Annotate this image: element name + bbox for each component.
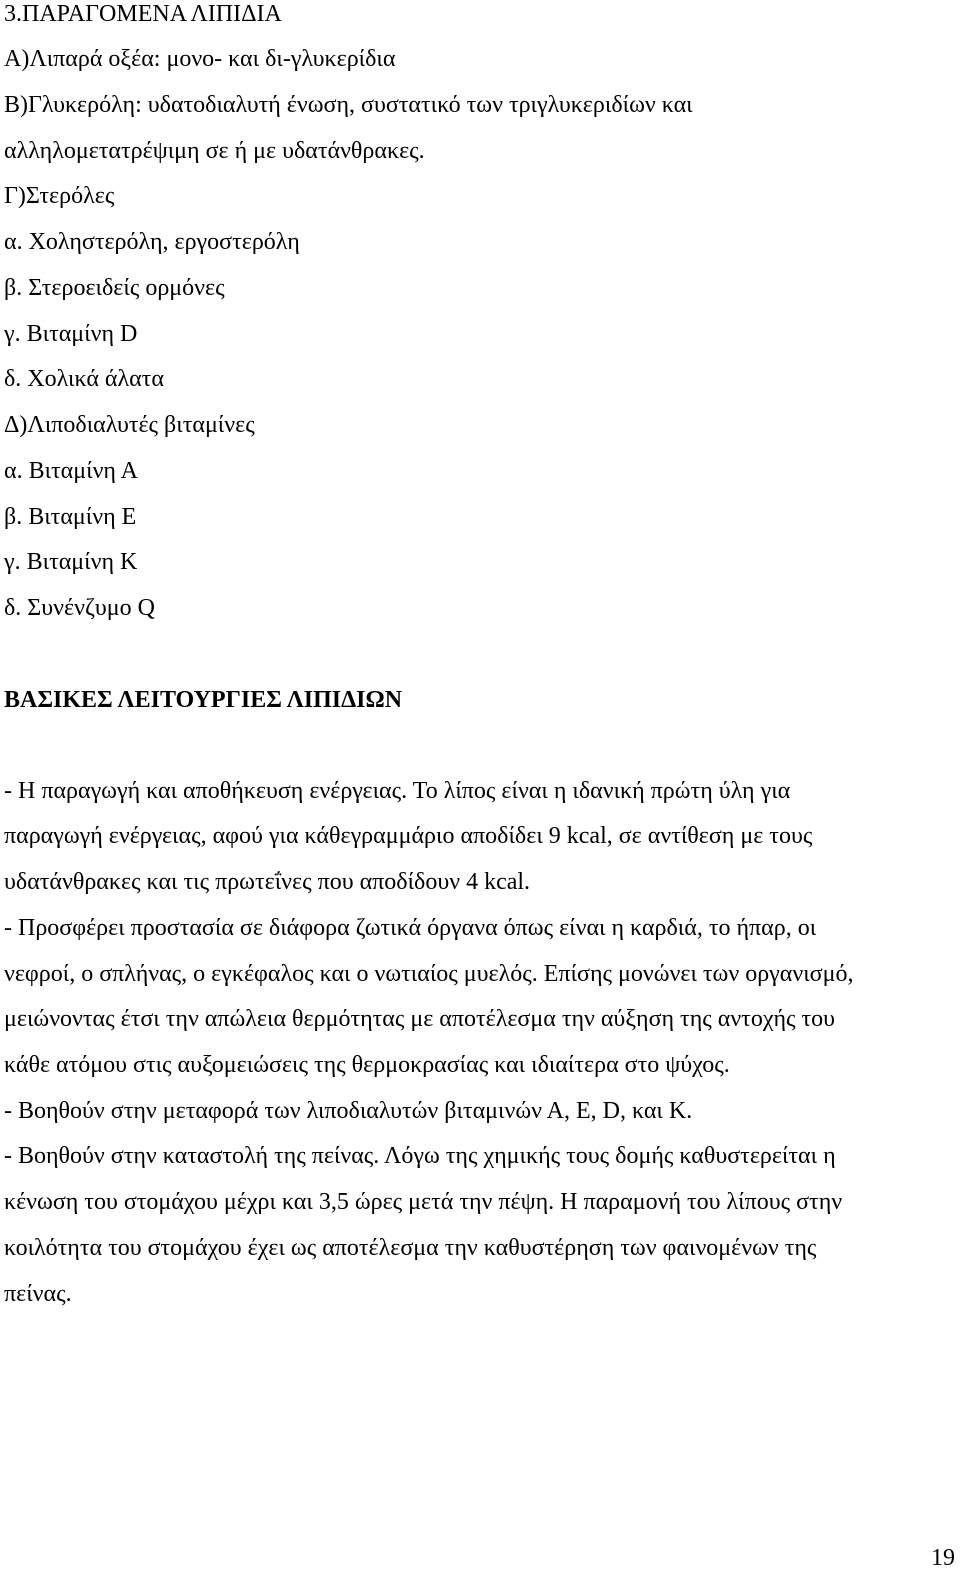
list-item-glycerol-continued: αλληλομετατρέψιμη σε ή με υδατάνθρακες. xyxy=(4,138,425,164)
list-item-fat-soluble-vitamins: Δ)Λιποδιαλυτές βιταμίνες xyxy=(4,412,255,438)
list-subitem-vitamin-d: γ. Βιταμίνη D xyxy=(4,321,138,347)
list-item-glycerol: Β)Γλυκερόλη: υδατοδιαλυτή ένωση, συστατικό των τριγλυκεριδίων και xyxy=(4,92,693,118)
list-subitem-vitamin-k: γ. Βιταμίνη Κ xyxy=(4,549,138,575)
page-number: 19 xyxy=(931,1545,955,1571)
list-subitem-bile-salts: δ. Χολικά άλατα xyxy=(4,366,164,392)
list-subitem-cholesterol: α. Χοληστερόλη, εργοστερόλη xyxy=(4,229,300,255)
paragraph-line: - Βοηθούν στην μεταφορά των λιποδιαλυτών βιταμινών Α, Ε, D, και Κ. xyxy=(4,1098,693,1124)
paragraph-line: - Η παραγωγή και αποθήκευση ενέργειας. Το λίπος είναι η ιδανική πρώτη ύλη για xyxy=(4,778,791,804)
list-subitem-coenzyme-q: δ. Συνένζυμο Q xyxy=(4,595,155,621)
list-subitem-vitamin-e: β. Βιταμίνη Ε xyxy=(4,504,137,530)
list-item-sterols: Γ)Στερόλες xyxy=(4,183,115,209)
paragraph-line: - Βοηθούν στην καταστολή της πείνας. Λόγω της χημικής τους δομής καθυστερείται η xyxy=(4,1143,836,1169)
list-item-fatty-acids: Α)Λιπαρά οξέα: μονο- και δι-γλυκερίδια xyxy=(4,46,396,72)
paragraph-line: κένωση του στομάχου μέχρι και 3,5 ώρες μετά την πέψη. Η παραμονή του λίπους στην xyxy=(4,1189,843,1215)
paragraph-line: υδατάνθρακες και τις πρωτεΐνες που αποδίδουν 4 kcal. xyxy=(4,869,531,895)
paragraph-line: κοιλότητα του στομάχου έχει ως αποτέλεσμα την καθυστέρηση των φαινομένων της xyxy=(4,1235,817,1261)
paragraph-line: μειώνοντας έτσι την απώλεια θερμότητας με αποτέλεσμα την αύξηση της αντοχής του xyxy=(4,1006,836,1032)
paragraph-line: κάθε ατόμου στις αυξομειώσεις της θερμοκρασίας και ιδιαίτερα στο ψύχος. xyxy=(4,1052,730,1078)
section-title-functions: ΒΑΣΙΚΕΣ ΛΕΙΤΟΥΡΓΙΕΣ ΛΙΠΙΔΙΩΝ xyxy=(4,687,403,713)
paragraph-line: πείνας. xyxy=(4,1281,72,1307)
list-subitem-steroid-hormones: β. Στεροειδείς ορμόνες xyxy=(4,275,225,301)
paragraph-line: - Προσφέρει προστασία σε διάφορα ζωτικά όργανα όπως είναι η καρδιά, το ήπαρ, οι xyxy=(4,915,817,941)
list-subitem-vitamin-a: α. Βιταμίνη Α xyxy=(4,458,138,484)
heading-derived-lipids: 3.ΠΑΡΑΓΟΜΕΝΑ ΛΙΠΙΔΙΑ xyxy=(4,1,282,27)
paragraph-line: παραγωγή ενέργειας, αφού για κάθεγραμμάριο αποδίδει 9 kcal, σε αντίθεση με τους xyxy=(4,823,813,849)
paragraph-line: νεφροί, ο σπλήνας, ο εγκέφαλος και ο νωτιαίος μυελός. Επίσης μονώνει των οργανισμό, xyxy=(4,961,854,987)
